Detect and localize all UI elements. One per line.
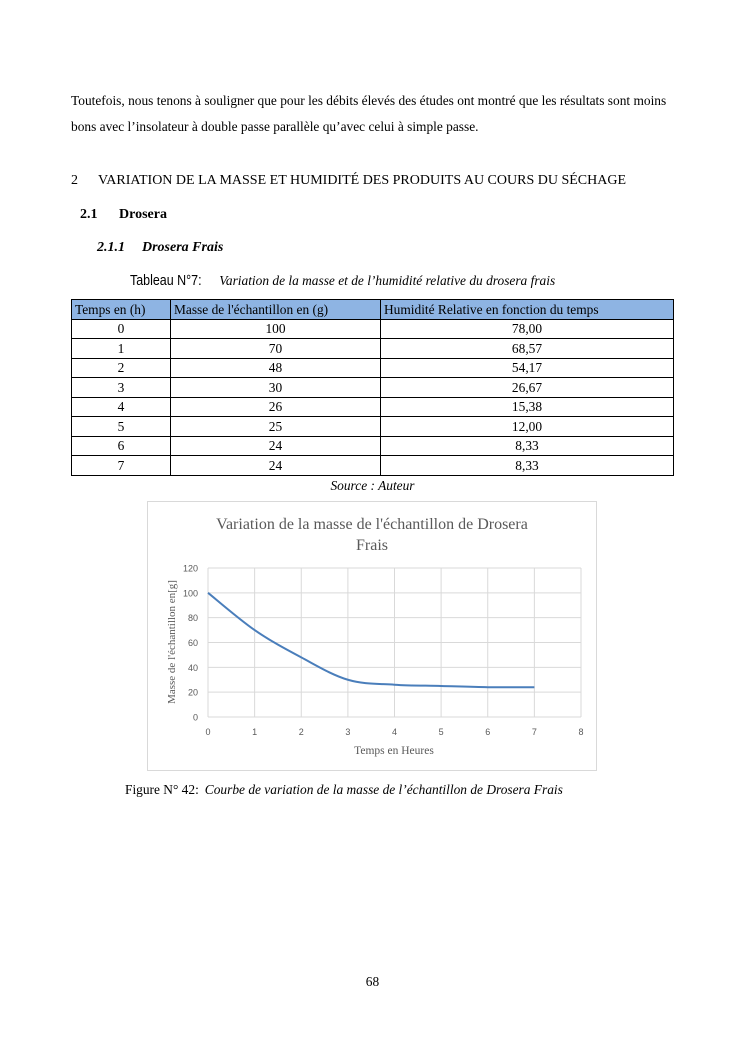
table-cell: 54,17	[381, 358, 674, 378]
figure-caption-label: Figure N° 42:	[125, 782, 199, 797]
table-row	[72, 339, 674, 359]
table-cell: 26	[171, 397, 381, 417]
table-row	[72, 456, 674, 476]
table-cell: 24	[171, 456, 381, 476]
section-title: VARIATION DE LA MASSE ET HUMIDITÉ DES PRODUITS AU COURS DU SÉCHAGE	[98, 173, 627, 188]
chart-title-line2: Frais	[356, 537, 388, 554]
table-cell: 2	[72, 358, 171, 378]
page-number: 68	[365, 974, 380, 989]
x-tick-label: 2	[298, 727, 304, 737]
table-cell: 30	[171, 378, 381, 398]
x-axis-ticks	[205, 727, 583, 737]
table-row	[72, 436, 674, 456]
subsubsection-heading	[97, 240, 223, 256]
table-cell: 15,38	[381, 397, 674, 417]
table-header-cell: Humidité Relative en fonction du temps	[381, 300, 674, 320]
x-axis-label: Temps en Heures	[354, 745, 434, 757]
table-row	[72, 319, 674, 339]
subsubsection-title: Drosera Frais	[142, 240, 224, 255]
figure-caption	[125, 782, 563, 798]
subsection-title: Drosera	[119, 207, 167, 222]
table-header-cell: Masse de l'échantillon en (g)	[171, 300, 381, 320]
subsubsection-number: 2.1.1	[97, 240, 125, 255]
table-cell: 4	[72, 397, 171, 417]
table-source: Source : Auteur	[330, 478, 415, 493]
y-axis-ticks	[183, 564, 198, 723]
table-cell: 48	[171, 358, 381, 378]
x-tick-label: 5	[438, 727, 444, 737]
table-cell: 6	[72, 436, 171, 456]
table-cell: 8,33	[381, 436, 674, 456]
chart-series	[208, 593, 534, 687]
table-row	[72, 417, 674, 437]
x-tick-label: 0	[205, 727, 211, 737]
x-tick-label: 4	[391, 727, 398, 737]
table-header-cell: Temps en (h)	[72, 300, 171, 320]
data-table	[71, 299, 674, 476]
table-cell: 24	[171, 436, 381, 456]
table-cell: 78,00	[381, 319, 674, 339]
series-line-masse	[208, 593, 534, 687]
subsection-heading	[80, 207, 167, 223]
chart-gridlines	[208, 568, 581, 717]
x-tick-label: 1	[252, 727, 258, 737]
table-caption-text: Variation de la masse et de l’humidité relative du drosera frais	[219, 273, 556, 288]
y-axis-label: Masse de l'échantillon en[g]	[166, 580, 178, 704]
x-tick-label: 3	[345, 727, 351, 737]
table-row	[72, 397, 674, 417]
y-tick-label: 60	[187, 638, 198, 648]
chart-title-line1: Variation de la masse de l'échantillon de Drosera	[216, 516, 528, 533]
table-cell: 26,67	[381, 378, 674, 398]
table-cell: 70	[171, 339, 381, 359]
table-cell: 7	[72, 456, 171, 476]
section-number: 2	[71, 173, 78, 188]
table-header-row	[72, 300, 674, 320]
table-cell: 100	[171, 319, 381, 339]
table-cell: 25	[171, 417, 381, 437]
table-cell: 3	[72, 378, 171, 398]
x-tick-label: 6	[485, 727, 491, 737]
table-row	[72, 358, 674, 378]
y-tick-label: 20	[187, 687, 198, 698]
table-cell: 68,57	[381, 339, 674, 359]
table-cell: 12,00	[381, 417, 674, 437]
y-tick-label: 80	[187, 613, 198, 624]
line-chart	[148, 502, 596, 770]
y-tick-label: 100	[182, 588, 198, 599]
section-heading	[71, 173, 626, 189]
table-cell: 1	[72, 339, 171, 359]
x-tick-label: 8	[578, 727, 584, 737]
table-cell: 8,33	[381, 456, 674, 476]
chart-container	[147, 501, 597, 771]
table-cell: 0	[72, 319, 171, 339]
table-row	[72, 378, 674, 398]
table-cell: 5	[72, 417, 171, 437]
y-tick-label: 0	[192, 712, 198, 723]
y-tick-label: 40	[187, 662, 198, 673]
figure-caption-text: Courbe de variation de la masse de l’échantillon de Drosera Frais	[204, 782, 563, 797]
body-paragraph: Toutefois, nous tenons à souligner que pour les débits élevés des études ont montré que les résultats sont moins bons avec l’insolateur à double passe parallèle qu’avec celui à simple passe.	[71, 93, 667, 134]
y-tick-label: 120	[182, 563, 198, 574]
x-tick-label: 7	[531, 727, 537, 737]
subsection-number: 2.1	[80, 207, 98, 222]
table-caption	[130, 273, 555, 290]
table-caption-label: Tableau N°7:	[130, 273, 202, 289]
